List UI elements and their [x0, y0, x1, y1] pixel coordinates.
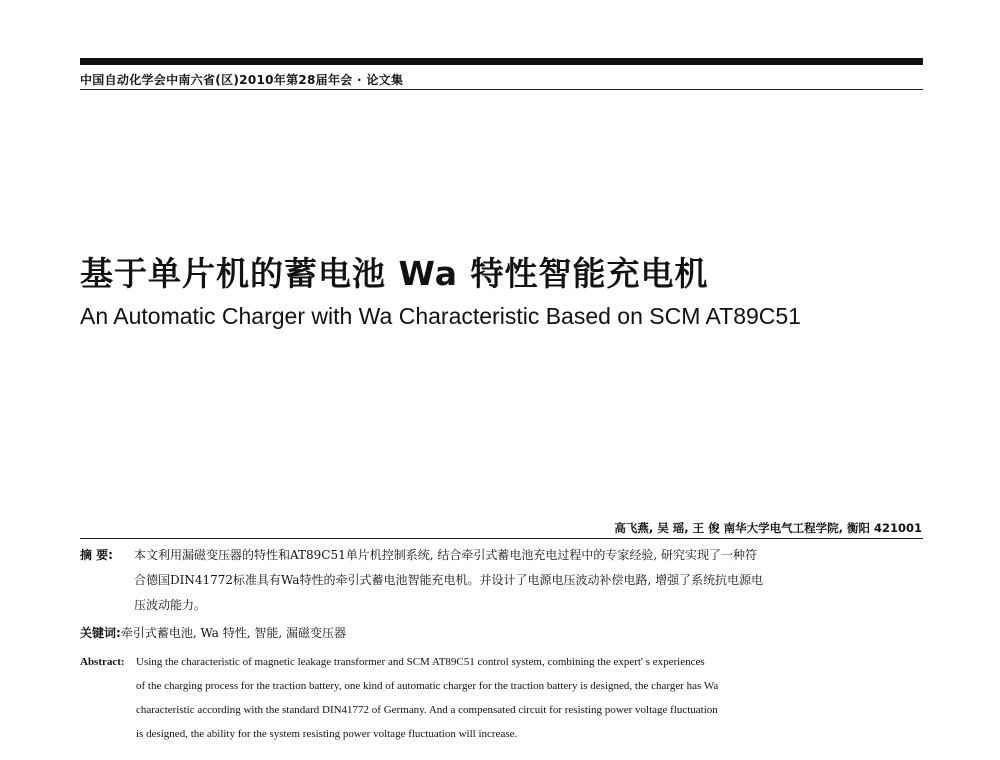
top-thick-rule: [80, 58, 923, 65]
header-thin-rule: [80, 89, 923, 90]
abstract-en-line-3: characteristic according with the standard DIN41772 of Germany. And a compensated circuit for resisting power voltage fluctuation: [136, 704, 718, 716]
authors-rule: [80, 538, 923, 539]
abstract-cn-line-3: 压波动能力。: [134, 598, 207, 612]
keywords-label: 关键词:: [80, 626, 121, 640]
keywords-text: 牵引式蓄电池, Wa 特性, 智能, 漏磁变压器: [120, 626, 346, 640]
title-chinese: 基于单片机的蓄电池 Wa 特性智能充电机: [80, 254, 709, 293]
abstract-cn-line-2: 合德国DIN41772标准具有Wa特性的牵引式蓄电池智能充电机。并设计了电源电压波动补偿电路, 增强了系统抗电源电: [134, 573, 764, 587]
keywords: [80, 624, 346, 641]
authors-affiliation: 高飞燕, 吴 瑶, 王 俊 南华大学电气工程学院, 衡阳 421001: [614, 521, 922, 535]
abstract-en-line-4: is designed, the ability for the system resisting power voltage fluctuation will increase.: [136, 728, 518, 740]
title-english: An Automatic Charger with Wa Characteristic Based on SCM AT89C51: [80, 303, 801, 329]
abstract-en-line-2: of the charging process for the traction battery, one kind of automatic charger for the traction battery is designed, the charger has Wa: [136, 680, 719, 692]
abstract-en-line-1: Using the characteristic of magnetic leakage transformer and SCM AT89C51 control system, combining the expert' s experiences: [136, 656, 705, 668]
abstract-cn-line-1: 本文利用漏磁变压器的特性和AT89C51单片机控制系统, 结合牵引式蓄电池充电过程中的专家经验, 研究实现了一种符: [134, 548, 757, 562]
abstract-en-label: Abstract:: [80, 656, 125, 668]
abstract-cn-label: 摘 要:: [80, 548, 113, 562]
running-head: 中国自动化学会中南六省(区)2010年第28届年会 · 论文集: [80, 73, 404, 87]
